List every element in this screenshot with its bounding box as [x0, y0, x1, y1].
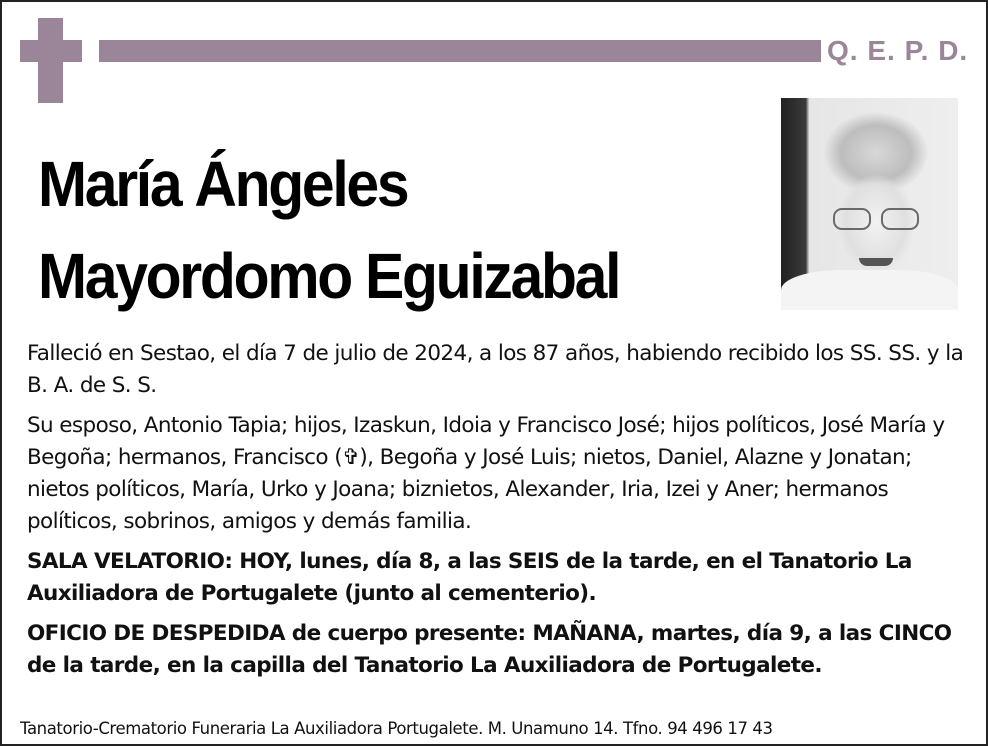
header-divider-bar	[99, 40, 821, 62]
obituary-body	[27, 338, 967, 690]
funeral-home-footer: Tanatorio-Crematorio Funeraria La Auxiliadora Portugalete. M. Unamuno 14. Tfno. 94 496 17 43	[20, 719, 773, 738]
qepd-label: Q. E. P. D.	[827, 35, 969, 66]
photo-detail	[881, 208, 919, 230]
family-list: Su esposo, Antonio Tapia; hijos, Izaskun, Idoia y Francisco José; hijos políticos, José María y Begoña; hermanos, Francisco (✞), Begoña y José Luis; nietos, Daniel, Alazne y Jonatan; nietos políticos, María, Urko y Joana; biznietos, Alexander, Iria, Izei y Aner; hermanos políticos, sobrinos, amigos y demás familia.	[27, 413, 945, 534]
deceased-name	[38, 138, 737, 322]
wake-info: SALA VELATORIO: HOY, lunes, día 8, a las SEIS de la tarde, en el Tanatorio La Auxiliadora de Portugalete (junto al cementerio).	[27, 549, 912, 606]
photo-detail	[781, 270, 958, 310]
photo-detail	[859, 258, 893, 266]
portrait-photo	[781, 98, 958, 310]
name-line-1: María Ángeles	[38, 148, 408, 220]
cross-icon-arm	[20, 40, 82, 62]
photo-detail	[833, 208, 871, 230]
funeral-service-info: OFICIO DE DESPEDIDA de cuerpo presente: MAÑANA, martes, día 9, a las CINCO de la tarde, en la capilla del Tanatorio La Auxiliadora de Portugalete.	[27, 621, 952, 678]
name-line-2: Mayordomo Eguizabal	[38, 240, 620, 312]
death-announcement: Falleció en Sestao, el día 7 de julio de 2024, a los 87 años, habiendo recibido los SS. SS. y la B. A. de S. S.	[27, 341, 964, 398]
